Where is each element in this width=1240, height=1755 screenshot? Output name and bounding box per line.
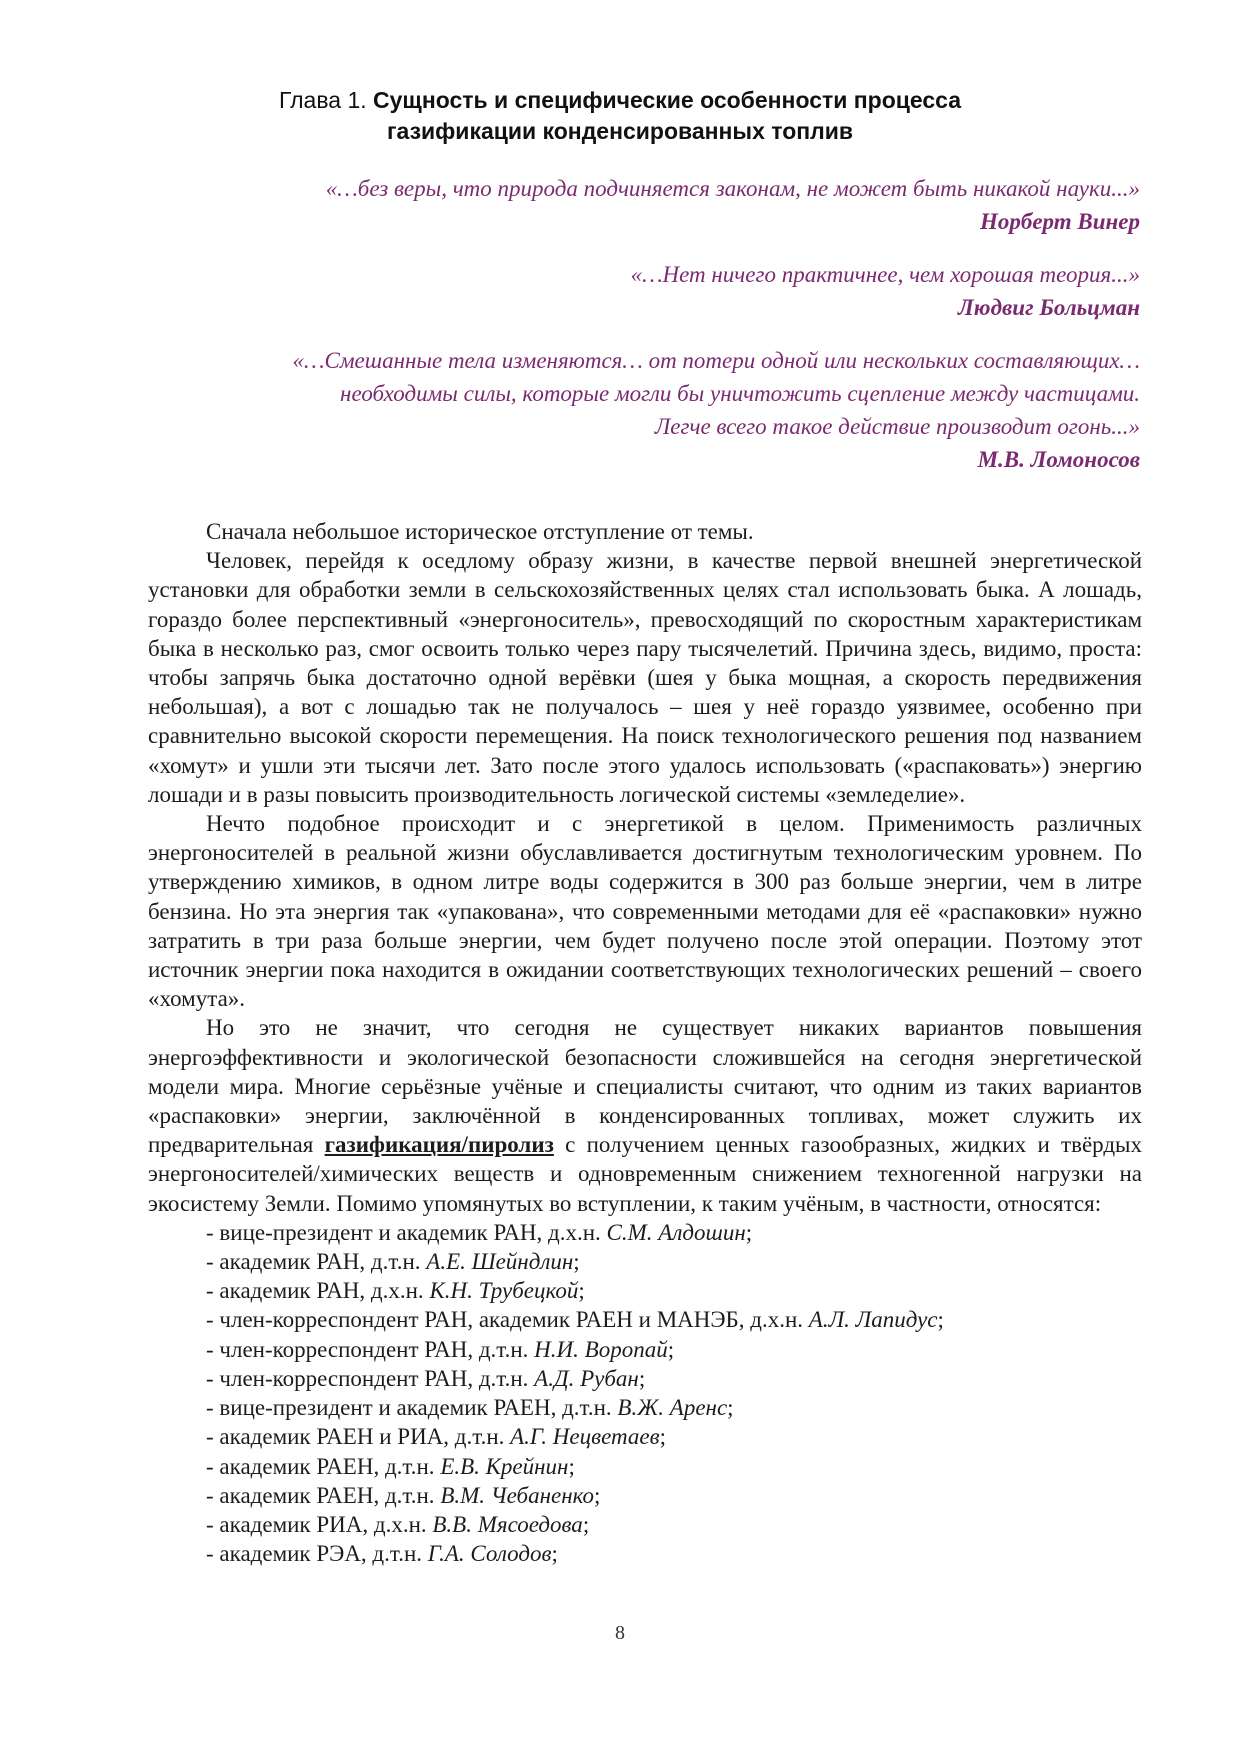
epigraph-quote-line: «…Смешанные тела изменяются… от потери одной или нескольких составляющих… (292, 348, 1140, 373)
epigraph-author: Норберт Винер (979, 209, 1140, 234)
scientist-title: - академик РАН, д.х.н. (206, 1278, 430, 1304)
paragraph-intro: Сначала небольшое историческое отступление от темы. (206, 519, 754, 544)
list-item (206, 1335, 1142, 1364)
paragraph-text: с получением ценных газообразных, жидких и твёрдых энергоносителей/химических веществ и одновременным снижением техногенной нагрузки на экосистему Земли. Помимо упомянутых во вступлении, к таким учёным, в частности, относятся: (148, 1132, 1142, 1216)
scientist-title: - член-корреспондент РАН, д.т.н. (206, 1365, 535, 1391)
body-text (148, 517, 1142, 1568)
list-item (206, 1305, 1142, 1334)
scientist-name: В.В. Мясоедова (432, 1511, 583, 1537)
chapter-prefix: Глава 1. (278, 87, 374, 113)
chapter-title-line-1: Сущность и специфические особенности процесса (373, 87, 962, 113)
paragraph-energy: Нечто подобное происходит и с энергетикой в целом. Применимость различных энергоносителей в реальной жизни обуславливается достигнутым технологическим уровнем. По утверждению химиков, в одном литре воды содержится в 300 раз больше энергии, чем в литре бензина. Но эта энергия так «упакована», что современными методами для её «распаковки» нужно затратить в три раза больше энергии, чем будет получено после этой операции. Поэтому этот источник энергии пока находится в ожидании соответствующих технологических решений – своего «хомута». (148, 811, 1142, 1012)
scientist-title: - академик РИА, д.х.н. (206, 1511, 433, 1537)
list-item (206, 1364, 1142, 1393)
list-item (206, 1539, 1142, 1568)
scientist-title: - член-корреспондент РАН, академик РАЕН и МАНЭБ, д.х.н. (206, 1307, 809, 1333)
list-punct: ; (582, 1511, 590, 1537)
scientist-title: - академик РЭА, д.т.н. (206, 1541, 428, 1567)
list-punct: ; (594, 1482, 601, 1508)
list-item (206, 1422, 1142, 1451)
scientist-name: Г.А. Солодов (427, 1541, 552, 1567)
epigraph-quote-line: необходимы силы, которые могли бы уничтожить сцепление между частицами. (340, 381, 1140, 406)
list-punct: ; (727, 1395, 734, 1421)
scientist-title: - член-корреспондент РАН, д.т.н. (206, 1336, 535, 1362)
list-punct: ; (659, 1424, 666, 1450)
scientist-name: А.Е. Шейндлин (426, 1249, 574, 1275)
epigraph-boltzmann (160, 258, 1140, 324)
list-item (206, 1393, 1142, 1422)
scientist-name: Е.В. Крейнин (440, 1453, 569, 1479)
scientist-title: - академик РАЕН, д.т.н. (206, 1482, 441, 1508)
list-item (206, 1276, 1142, 1305)
paragraph-text: Но это не значит, что сегодня не существует никаких вариантов повышения энергоэффективности и экологической безопасности сложившейся на сегодня энергетической модели мира. Многие серьёзные учёные и специалисты считают, что одним из таких вариантов «распаковки» энергии, заключённой в конденсированных топливах, может служить их предварительная (148, 1015, 1142, 1158)
scientist-name: А.Л. Лапидус (808, 1307, 938, 1333)
list-punct: ; (745, 1219, 753, 1245)
epigraph-quote-line: Легче всего такое действие производит огонь...» (654, 414, 1140, 439)
scientist-title: - академик РАЕН и РИА, д.т.н. (206, 1424, 511, 1450)
list-punct: ; (937, 1307, 944, 1333)
epigraph-wiener (160, 172, 1140, 238)
list-item (206, 1510, 1142, 1539)
scientist-name: А.Г. Нецветаев (510, 1424, 660, 1450)
paragraph-gasification (148, 1013, 1142, 1217)
scientist-name: К.Н. Трубецкой (429, 1278, 579, 1304)
scientist-title: - академик РАЕН, д.т.н. (206, 1453, 441, 1479)
scientist-name: С.М. Алдошин (606, 1219, 746, 1245)
scientist-title: - вице-президент и академик РАЕН, д.т.н. (206, 1395, 618, 1421)
list-item (206, 1452, 1142, 1481)
key-term: газификация/пиролиз (324, 1132, 554, 1158)
page-number: 8 (615, 1622, 625, 1644)
list-item (206, 1247, 1142, 1276)
list-punct: ; (568, 1453, 575, 1479)
epigraph-quote-line: «…без веры, что природа подчиняется законам, не может быть никакой науки...» (325, 176, 1140, 201)
list-punct: ; (667, 1336, 675, 1362)
epigraph-quote-line: «…Нет ничего практичнее, чем хорошая теория...» (630, 262, 1140, 287)
list-item (206, 1218, 1142, 1247)
chapter-heading (150, 85, 1090, 147)
scientist-name: А.Д. Рубан (534, 1365, 639, 1391)
chapter-title-line-2: газификации конденсированных топлив (386, 118, 854, 144)
scientist-title: - академик РАН, д.т.н. (206, 1249, 427, 1275)
paragraph-horse: Человек, перейдя к оседлому образу жизни, в качестве первой внешней энергетической установки для обработки земли в сельскохозяйственных целях стал использовать быка. А лошадь, гораздо более перспективный «энергоноситель», превосходящий по скоростным характеристикам быка в несколько раз, смог освоить только через пару тысячелетий. Причина здесь, видимо, проста: чтобы запрячь быка достаточно одной верёвки (шея у быка мощная, а скорость передвижения небольшая), а вот с лошадью так не получалось – шея у неё гораздо уязвимее, особенно при сравнительно высокой скорости перемещения. На поиск технологического решения под названием «хомут» и ушли эти тысячи лет. Зато после этого удалось использовать («распаковать») энергию лошади и в разы повысить производительность логической системы «земледелие». (148, 548, 1142, 807)
epigraphs (160, 172, 1140, 496)
scientist-title: - вице-президент и академик РАН, д.х.н. (206, 1219, 607, 1245)
list-punct: ; (638, 1365, 646, 1391)
list-item (206, 1481, 1142, 1510)
list-punct: ; (573, 1249, 580, 1275)
scientist-name: В.Ж. Аренс (617, 1395, 728, 1421)
epigraph-author: М.В. Ломоносов (977, 447, 1140, 472)
scientist-name: В.М. Чебаненко (440, 1482, 595, 1508)
list-punct: ; (551, 1541, 558, 1567)
epigraph-author: Людвиг Больцман (958, 295, 1140, 320)
scientists-list (148, 1218, 1142, 1568)
list-punct: ; (578, 1278, 585, 1304)
epigraph-lomonosov (160, 344, 1140, 476)
chapter-heading-line-1 (150, 85, 1090, 116)
scientist-name: Н.И. Воропай (534, 1336, 668, 1362)
